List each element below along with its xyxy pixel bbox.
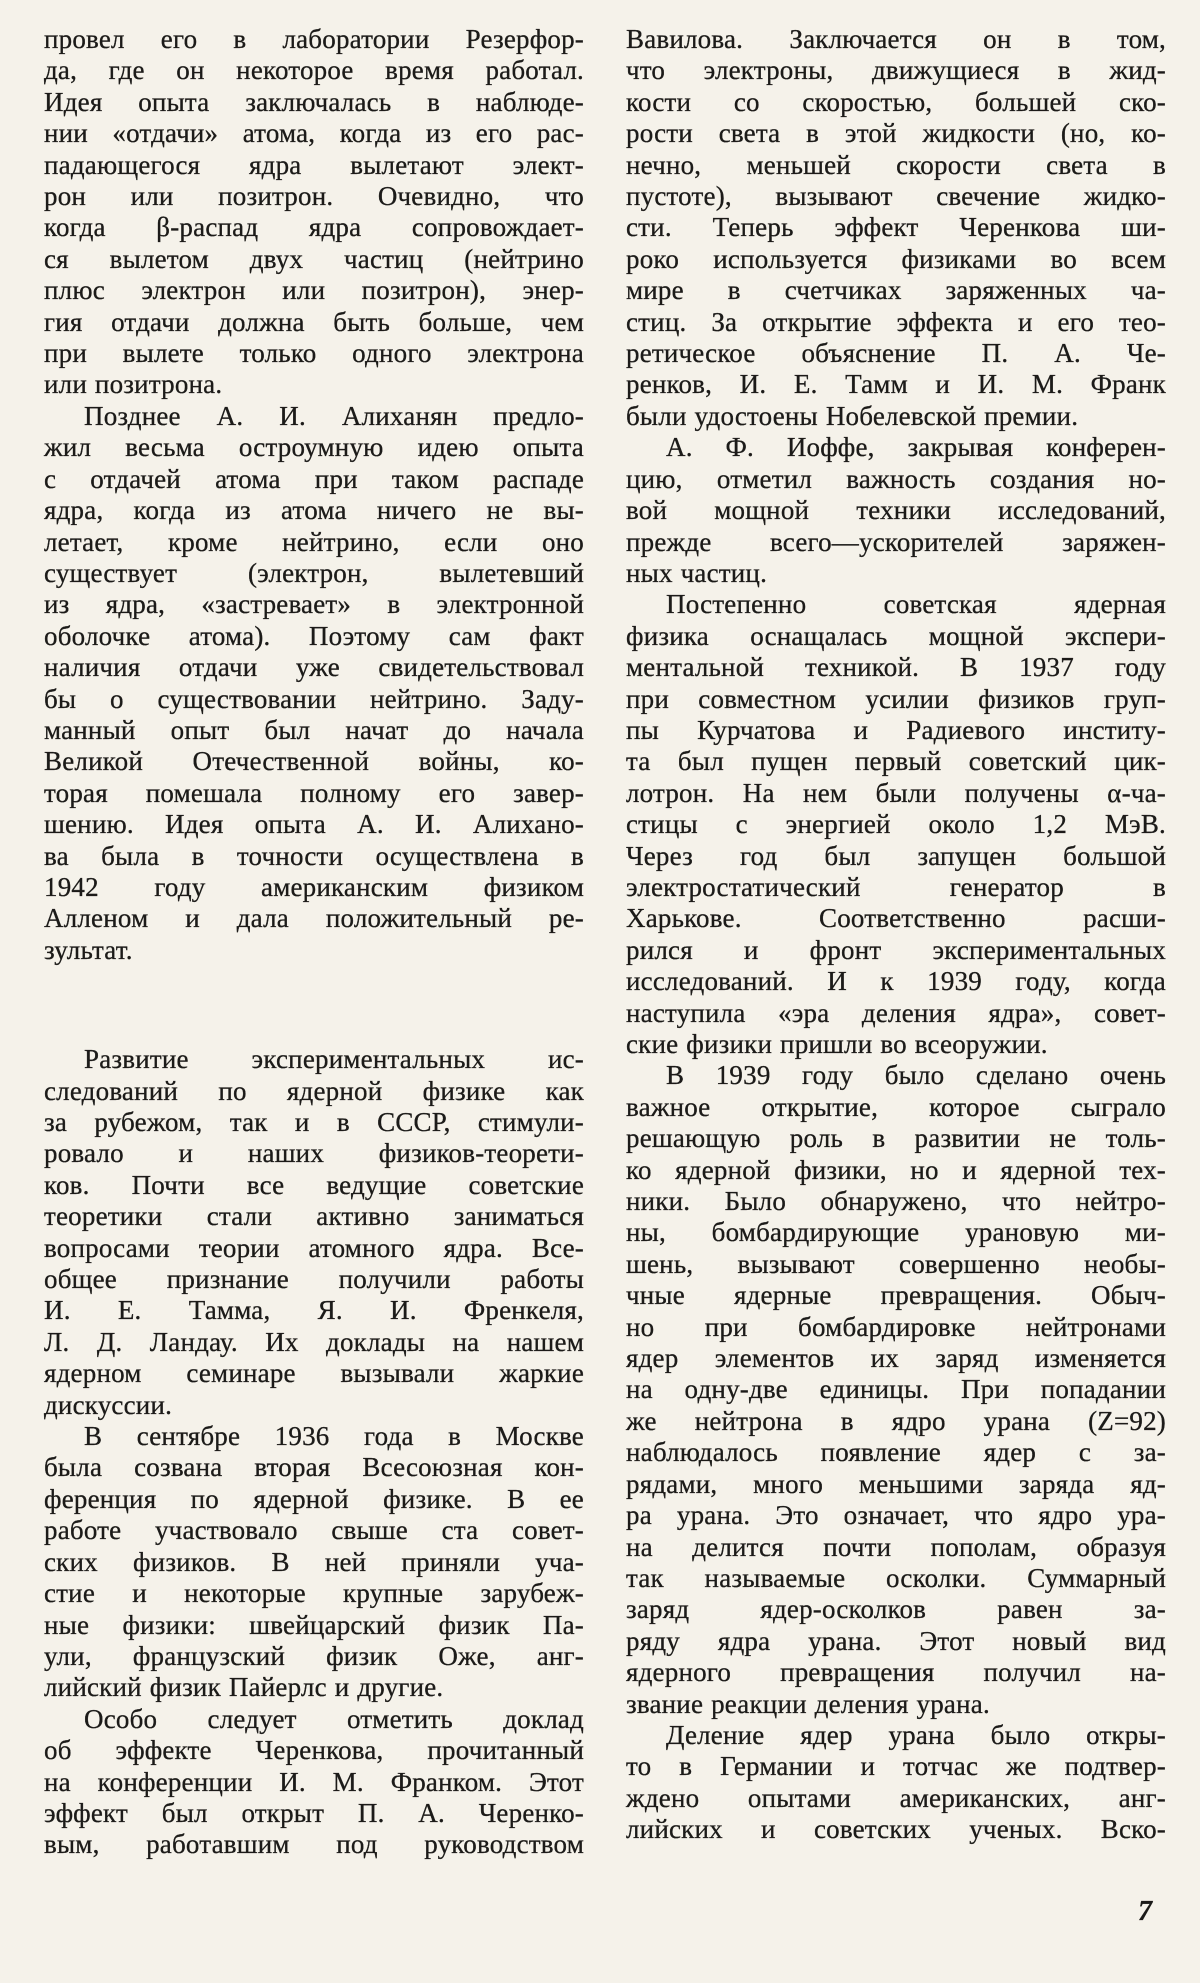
paragraph [626,1060,1166,1720]
text-line: роко используется физиками во всем [626,243,1166,274]
text-line: Развитие экспериментальных ис- [84,1044,584,1075]
text-line: ва была в точности осуществлена в [44,840,584,871]
text-line: ференция по ядерной физике. В ее [44,1483,584,1514]
text-line: рядами, много меньшими заряда яд- [626,1468,1166,1499]
text-line: летает, кроме нейтрино, если оно [44,526,584,557]
text-line: ко ядерной физики, но и ядерной тех- [626,1154,1166,1185]
text-line: ных частиц. [626,557,768,588]
text-line: рился и фронт экспериментальных [626,934,1166,965]
text-line: когда β-распад ядра сопровождает- [44,212,584,243]
text-line: стиц. За открытие эффекта и его тео- [626,306,1166,337]
text-line: манный опыт был начат до начала [44,714,584,745]
text-line: падающегося ядра вылетают элект- [44,149,584,180]
text-line: ядер элементов их заряд изменяется [626,1343,1166,1374]
text-line: Алленом и дала положительный ре- [44,903,584,934]
text-line: звание реакции деления урана. [626,1688,990,1719]
text-line: были удостоены Нобелевской премии. [626,400,1079,431]
paragraph [626,589,1166,1060]
paragraph [44,401,584,966]
text-line: наблюдалось появление ядер с за- [626,1437,1166,1468]
text-line: работе участвовало свыше ста совет- [44,1515,584,1546]
text-line: Идея опыта заключалась в наблюде- [44,86,584,117]
text-line: Особо следует отметить доклад [84,1703,584,1734]
text-line: из ядра, «застревает» в электронной [44,589,584,620]
paragraph [44,24,584,401]
text-line: жил весьма остроумную идею опыта [44,432,584,463]
text-line: ядерном семинаре вызывали жаркие [44,1358,584,1389]
paragraph [626,432,1166,589]
text-line: наличия отдачи уже свидетельствовал [44,652,584,683]
text-line: гия отдачи должна быть больше, чем [44,306,584,337]
text-line: вым, работавшим под руководством [44,1829,584,1860]
text-line: ских физиков. В ней приняли уча- [44,1546,584,1577]
paragraph [44,1044,584,1421]
text-line: сти. Теперь эффект Черенкова ши- [626,212,1166,243]
text-line: 1942 году американским физиком [44,871,584,902]
text-line: при вылете только одного электрона [44,338,584,369]
text-line: цию, отметил важность создания но- [626,463,1166,494]
text-column-right [626,24,1166,1846]
text-line: стие и некоторые крупные зарубеж- [44,1578,584,1609]
text-line: с отдачей атома при таком распаде [44,463,584,494]
text-line: на конференции И. М. Франком. Этот [44,1766,584,1797]
text-line: дискуссии. [44,1389,173,1420]
text-line: Л. Д. Ландау. Их доклады на нашем [44,1326,584,1357]
text-line: ков. Почти все ведущие советские [44,1169,584,1200]
text-line: решающую роль в развитии не толь- [626,1123,1166,1154]
text-line: была созвана вторая Всесоюзная кон- [44,1452,584,1483]
text-line: лийских и советских ученых. Вско- [626,1814,1166,1845]
text-line: чные ядерные превращения. Обыч- [626,1280,1166,1311]
text-line: мире в счетчиках заряженных ча- [626,275,1166,306]
text-line: на делится почти пополам, образуя [626,1531,1166,1562]
text-line: так называемые осколки. Суммарный [626,1562,1166,1593]
text-line: за рубежом, так и в СССР, стимули- [44,1107,584,1137]
text-line: что электроны, движущиеся в жид- [626,55,1166,86]
text-line: то в Германии и тотчас же подтвер- [626,1751,1166,1782]
text-line: ядерного превращения получил на- [626,1657,1166,1688]
text-line: следований по ядерной физике как [44,1075,584,1106]
text-line: шень, вызывают совершенно необы- [626,1248,1166,1279]
text-line: бы о существовании нейтрино. Заду- [44,683,584,714]
text-line: или позитрона. [44,369,223,400]
text-line: Харькове. Соответственно расши- [626,903,1166,934]
text-line: провел его в лаборатории Резерфор- [44,24,584,54]
text-line: ровало и наших физиков-теорети- [44,1138,584,1169]
text-line: оболочке атома). Поэтому сам факт [44,620,584,651]
text-line: теоретики стали активно заниматься [44,1201,584,1232]
text-line: но при бомбардировке нейтронами [626,1311,1166,1342]
text-line: важное открытие, которое сыграло [626,1091,1166,1122]
text-line: ся вылетом двух частиц (нейтрино [44,243,584,274]
text-line: об эффекте Черенкова, прочитанный [44,1735,584,1766]
text-line: да, где он некоторое время работал. [44,55,584,86]
text-line: при совместном усилии физиков груп- [626,683,1166,714]
text-line: нии «отдачи» атома, когда из его рас- [44,118,584,149]
text-line: зультат. [44,934,133,965]
text-line: наступила «эра деления ядра», совет- [626,997,1166,1028]
text-line: В сентябре 1936 года в Москве [84,1421,584,1452]
text-line: ские физики пришли во всеоружии. [626,1029,1048,1059]
page-number: 7 [1138,1896,1153,1927]
text-column-left [44,24,584,1861]
text-line: торая помешала полному его завер- [44,777,584,808]
text-line: же нейтрона в ядро урана (Z=92) [626,1405,1166,1436]
text-line: ретическое объяснение П. А. Че- [626,338,1166,369]
paragraph [626,24,1166,432]
text-line: ра урана. Это означает, что ядро ура- [626,1500,1166,1531]
text-line: лотрон. На нем были получены α-ча- [626,777,1166,808]
text-line: рости света в этой жидкости (но, ко- [626,118,1166,149]
text-line: прежде всего—ускорителей заряжен- [626,526,1166,557]
text-line: ные физики: швейцарский физик Па- [44,1609,584,1640]
text-line: на одну-две единицы. При попадании [626,1374,1166,1405]
text-line: А. Ф. Иоффе, закрывая конферен- [666,432,1166,463]
text-line: общее признание получили работы [44,1264,584,1295]
text-line: вой мощной техники исследований, [626,495,1166,526]
text-line: нечно, меньшей скорости света в [626,149,1166,180]
text-line: ряду ядра урана. Этот новый вид [626,1625,1166,1656]
paragraph [44,1704,584,1861]
text-line: плюс электрон или позитрон), энер- [44,275,584,306]
text-line: исследований. И к 1939 году, когда [626,966,1166,997]
text-line: ны, бомбардирующие урановую ми- [626,1217,1166,1248]
text-line: пы Курчатова и Радиевого институ- [626,714,1166,745]
text-line: ули, французский физик Оже, анг- [44,1640,584,1671]
text-line: ники. Было обнаружено, что нейтро- [626,1186,1166,1217]
text-line: Деление ядер урана было откры- [666,1719,1166,1750]
text-line: В 1939 году было сделано очень [666,1060,1166,1091]
text-line: электростатический генератор в [626,871,1166,902]
text-line: шению. Идея опыта А. И. Алихано- [44,809,584,840]
text-line: Позднее А. И. Алиханян предло- [84,400,584,431]
text-line: вопросами теории атомного ядра. Все- [44,1232,584,1263]
text-line: Постепенно советская ядерная [666,589,1166,620]
text-line: Через год был запущен большой [626,840,1166,871]
text-line: существует (электрон, вылетевший [44,557,584,588]
text-line: стицы с энергией около 1,2 МэВ. [626,809,1166,840]
text-line: ренков, И. Е. Тамм и И. М. Франк [626,369,1166,400]
paragraph [44,1421,584,1704]
text-line: ментальной техникой. В 1937 году [626,652,1166,683]
text-line: заряд ядер-осколков равен за- [626,1594,1166,1625]
text-line: физика оснащалась мощной экспери- [626,620,1166,651]
text-line: Великой Отечественной войны, ко- [44,746,584,777]
text-line: И. Е. Тамма, Я. И. Френкеля, [44,1295,584,1326]
text-line: эффект был открыт П. А. Черенко- [44,1797,584,1828]
text-line: ядра, когда из атома ничего не вы- [44,495,584,526]
paragraph [626,1720,1166,1846]
text-line: ждено опытами американских, анг- [626,1782,1166,1813]
text-line: кости со скоростью, большей ско- [626,86,1166,117]
text-line: лийский физик Пайерлс и другие. [44,1672,444,1703]
text-line: Вавилова. Заключается он в том, [626,24,1166,54]
text-line: та был пущен первый советский цик- [626,746,1166,777]
text-line: рон или позитрон. Очевидно, что [44,181,584,212]
text-line: пустоте), вызывают свечение жидко- [626,181,1166,212]
